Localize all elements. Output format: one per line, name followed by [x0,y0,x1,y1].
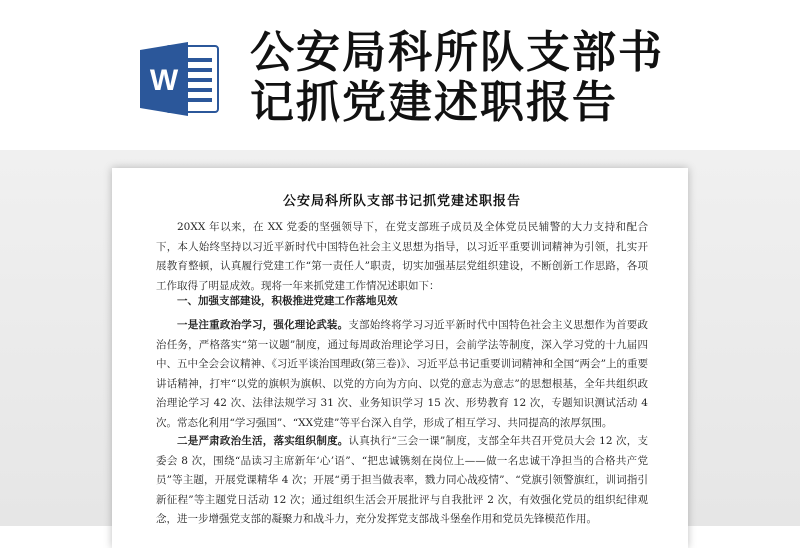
intro-paragraph: 20XX 年以来，在 XX 党委的坚强领导下，在党支部班子成员及全体党员民辅警的大力支持和配合下，本人始终坚持以习近平新时代中国特色社会主义思想为指导，以习近平重要训词精神为引领，扎实开展教育整顿，认真履行党建工作“第一责任人”职责，切实加强基层党组织建设，不断创新工作思路，各项工作取得了明显成效。现将一年来抓党建工作情况述职如下： [156,221,648,292]
word-icon [136,36,222,122]
item1-lead: 一是注重政治学习，强化理论武装。 [177,319,349,331]
item1-body: 支部始终将学习习近平新时代中国特色社会主义思想作为首要政治任务，严格落实“第一议题”制度，通过每周政治理论学习日，会前学法等制度，深入学习党的十九届四中、五中全会会议精神、《习近平谈治国理政(第三卷)》、习近平总书记重要训词精神和全国“两会”上的重要讲话精神，打牢“以党的旗帜为旗帜、以党的方向为方向、以党的意志为意志”的思想根基，全年共组织政治理论学习 42 次、法律法规学习 31 次、业务知识学习 15 次、形势教育 12 次，专题知识测试活动 4 次。常态化利用“学习强国”、“XX党建”等平台深入自学，形成了相互学习、共同提高的浓厚氛围。 [156,319,649,429]
item1-paragraph [156,316,648,434]
section-heading: 一、加强支部建设，积极推进党建工作落地见效 [177,295,398,307]
page-title-line1: 公安局科所队支部书 [250,27,664,78]
header-banner [0,0,800,150]
item2-lead: 二是严肃政治生活，落实组织制度。 [177,435,349,447]
page-title [250,28,770,128]
svg-text:W: W [149,64,179,97]
item2-body: 认真执行“三会一课”制度，支部全年共召开党员大会 12 次，支委会 8 次，围绕“品读习主席新年‘心’语”、“把忠诚镌刻在岗位上——做一名忠诚干净担当的合格共产党员”等主题，开展党课精华 4 次；开展“勇于担当做表率，戮力同心战疫情”、“党旗引领警旗红，训词指引新征程”等主题党日活动 12 次；通过组织生活会开展批评与自我批评 2 次，有效强化党员的组织纪律观念，进一步增强党支部的凝聚力和战斗力，充分发挥党支部战斗堡垒作用和党员先锋模范作用。 [156,435,649,526]
document-title: 公安局科所队支部书记抓党建述职报告 [282,194,521,209]
page-title-line2: 记抓党建述职报告 [250,77,618,128]
item2-paragraph [156,432,648,530]
